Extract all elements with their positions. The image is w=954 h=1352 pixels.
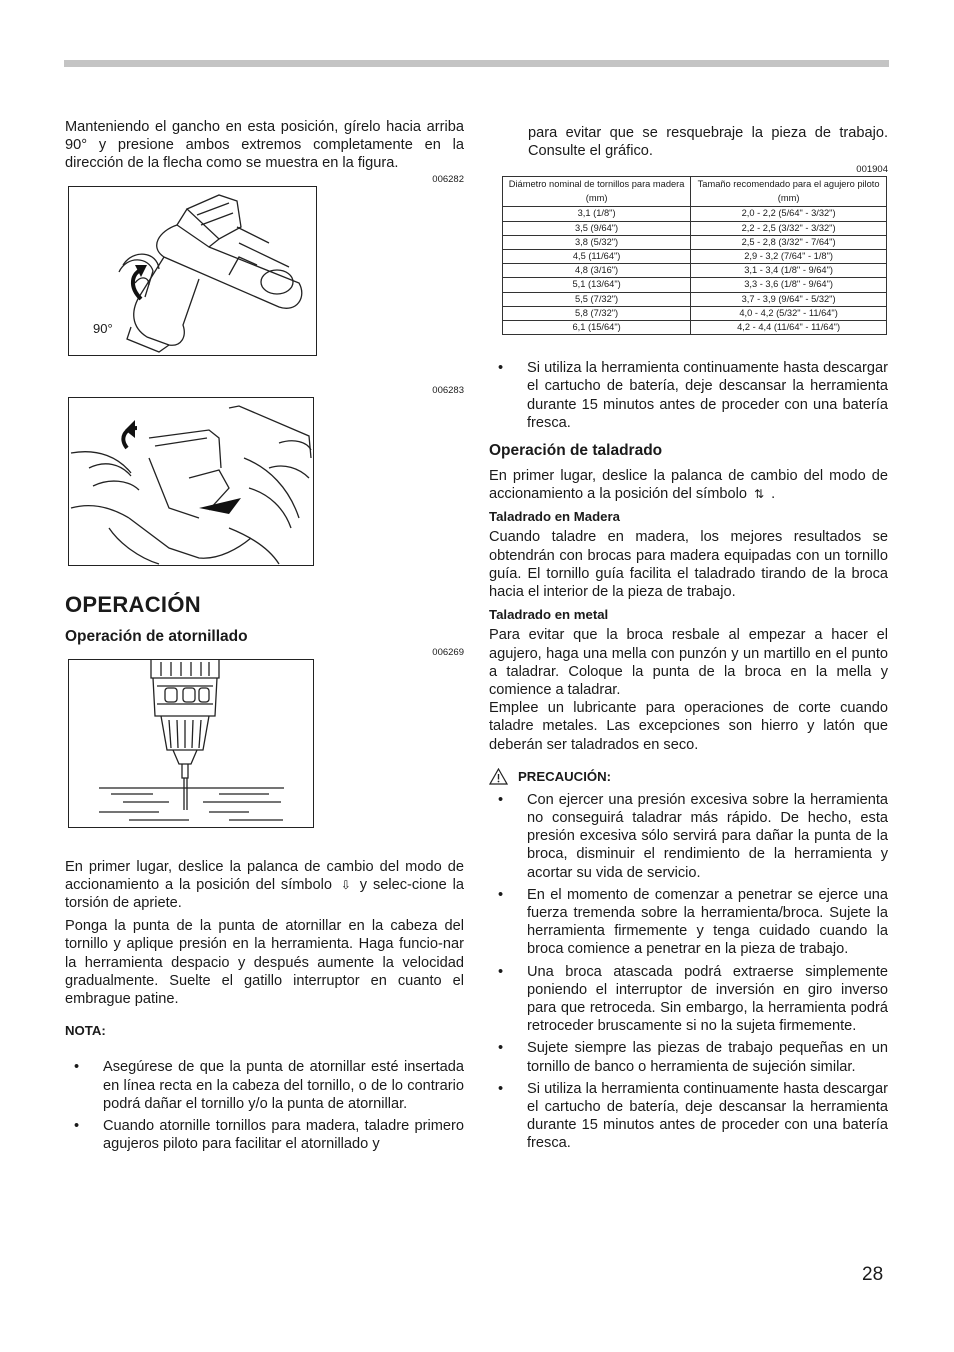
list-item: • Si utiliza la herramienta continuamente hasta descargar el cartucho de batería, deje descansar la herramienta durante 15 minutos antes de proceder con una batería fresca. — [489, 1080, 888, 1153]
figure-code: 006282 — [432, 173, 464, 185]
list-item: • Con ejercer una presión excesiva sobre la herramienta no conseguirá taladrar más rápido. De hecho, esta presión excesiva sólo servirá para dañar la punta de la broca, disminuir el rendimiento de la herramienta y acortar su vida de servicio. — [489, 791, 888, 882]
list-item: • Cuando atornille tornillos para madera, taladre primero agujeros piloto para facilitar el atornillado y — [65, 1117, 464, 1153]
figure-code: 006269 — [432, 646, 464, 658]
table-row: 6,1 (15/64") 4,2 - 4,4 (11/64" - 11/64") — [503, 321, 887, 335]
caution-header — [489, 768, 888, 785]
list-item: • Si utiliza la herramienta continuamente hasta descargar el cartucho de batería, deje descansar la herramienta durante 15 minutos antes de proceder con una batería fresca. — [489, 359, 888, 432]
figure-screwdriving — [68, 659, 314, 828]
drilling-intro: En primer lugar, deslice la palanca de cambio del modo de accionamiento a la posición del símbolo ⇅ . — [489, 468, 888, 503]
figure-drill-hook — [68, 186, 317, 356]
screwdriving-symbol-icon: ⇩ — [340, 877, 351, 892]
left-column — [65, 118, 464, 1157]
table-code: 001904 — [856, 164, 888, 176]
metal-lubricant-text: Emplee un lubricante para operaciones de corte cuando taladre metales. Las excepciones son hierro y latón que deberán ser taladrados en seco. — [489, 700, 888, 753]
metal-title: Taladrado en metal — [489, 607, 609, 623]
drilling-symbol-icon: ⇅ — [754, 487, 765, 502]
table-header: Diámetro nominal de tornillos para madera (mm) — [503, 177, 691, 207]
pilot-hole-table — [502, 176, 887, 335]
list-item: • Asegúrese de que la punta de atornillar esté insertada en línea recta en la cabeza del tornillo, o de lo contrario podrá dañar el tornillo y/o la punta de atornillar. — [65, 1058, 464, 1113]
warning-triangle-icon — [489, 768, 508, 785]
wood-text: Cuando taladre en madera, los mejores resultados se obtendrán con brocas para madera equipadas con un tornillo guía. El tornillo guía facilita el taladrado tirando de la broca hacia el interior de la pieza de trabajo. — [489, 529, 888, 601]
metal-text: Para evitar que la broca resbale al empezar a hacer el agujero, haga una mella con punzón y un martillo en el punto a taladrar. Coloque la punta de la broca en la mella y comience a taladrar. — [489, 627, 888, 698]
drilling-title: Operación de taladrado — [489, 442, 663, 460]
header-rule — [64, 60, 889, 67]
battery-note — [489, 359, 888, 432]
section-title: OPERACIÓN — [65, 591, 201, 617]
wood-title: Taladrado en Madera — [489, 509, 620, 525]
table-row: 3,8 (5/32") 2,5 - 2,8 (3/32" - 7/64") — [503, 235, 887, 249]
figure-hand-hook — [68, 397, 314, 566]
hook-instruction: Manteniendo el gancho en esta posición, gírelo hacia arriba 90° y presione ambos extremos completamente en la dirección de la flecha como se muestra en la figura. — [65, 119, 464, 172]
figure-code: 006283 — [432, 384, 464, 396]
table-row: 5,1 (13/64") 3,3 - 3,6 (1/8" - 9/64") — [503, 278, 887, 292]
table-header: Tamaño recomendado para el agujero piloto (mm) — [691, 177, 887, 207]
table-row: 3,5 (9/64") 2,2 - 2,5 (3/32" - 3/32") — [503, 221, 887, 235]
caution-list — [489, 791, 888, 1153]
caution-title: PRECAUCIÓN: — [518, 768, 612, 784]
continued-text: para evitar que se resquebraje la pieza de trabajo. Consulte el gráfico. — [528, 125, 888, 160]
table-row: 3,1 (1/8") 2,0 - 2,2 (5/64" - 3/32") — [503, 207, 887, 221]
table-row: 5,8 (7/32") 4,0 - 4,2 (5/32" - 11/64") — [503, 306, 887, 320]
list-item: • En el momento de comenzar a penetrar se ejerce una fuerza tremenda sobre la herramienta/broca. Sujete la herramienta firmemente y tenga cuidado cuando la broca comience a penetrar en la pieza de trabajo. — [489, 886, 888, 959]
screwdriving-illustration — [69, 660, 313, 827]
screwdriving-step2: Ponga la punta de la punta de atornillar en la cabeza del tornillo y aplique presión en la herramienta. Haga funcio-nar la herramienta despacio y después aumente la velocidad gradualmente. Suelte el gatillo interruptor en cuanto el embrague patine. — [65, 918, 464, 1008]
page-number: 28 — [862, 1264, 884, 1285]
table-row: 5,5 (7/32") 3,7 - 3,9 (9/64" - 5/32") — [503, 292, 887, 306]
note-label: NOTA: — [65, 1023, 106, 1039]
hand-hook-illustration — [69, 398, 313, 565]
angle-label: 90° — [93, 320, 113, 336]
table-row: 4,8 (3/16") 3,1 - 3,4 (1/8" - 9/64") — [503, 264, 887, 278]
right-column — [489, 124, 888, 1157]
table-header-row — [503, 177, 887, 207]
screwdriving-step1: En primer lugar, deslice la palanca de cambio del modo de accionamiento a la posición del símbolo ⇩ y selec-cione la torsión de apriete. — [65, 858, 464, 912]
subsection-title: Operación de atornillado — [65, 627, 248, 645]
list-item: • Una broca atascada podrá extraerse simplemente poniendo el interruptor de inversión en giro inverso para que retroceda. Sin embargo, la herramienta podrá retroceder bruscamente si no la sujeta firmemente. — [489, 963, 888, 1036]
note-list — [65, 1058, 464, 1153]
list-item: • Sujete siempre las piezas de trabajo pequeñas en un tornillo de banco o herramienta de sujeción similar. — [489, 1039, 888, 1075]
table-row: 4,5 (11/64") 2,9 - 3,2 (7/64" - 1/8") — [503, 250, 887, 264]
